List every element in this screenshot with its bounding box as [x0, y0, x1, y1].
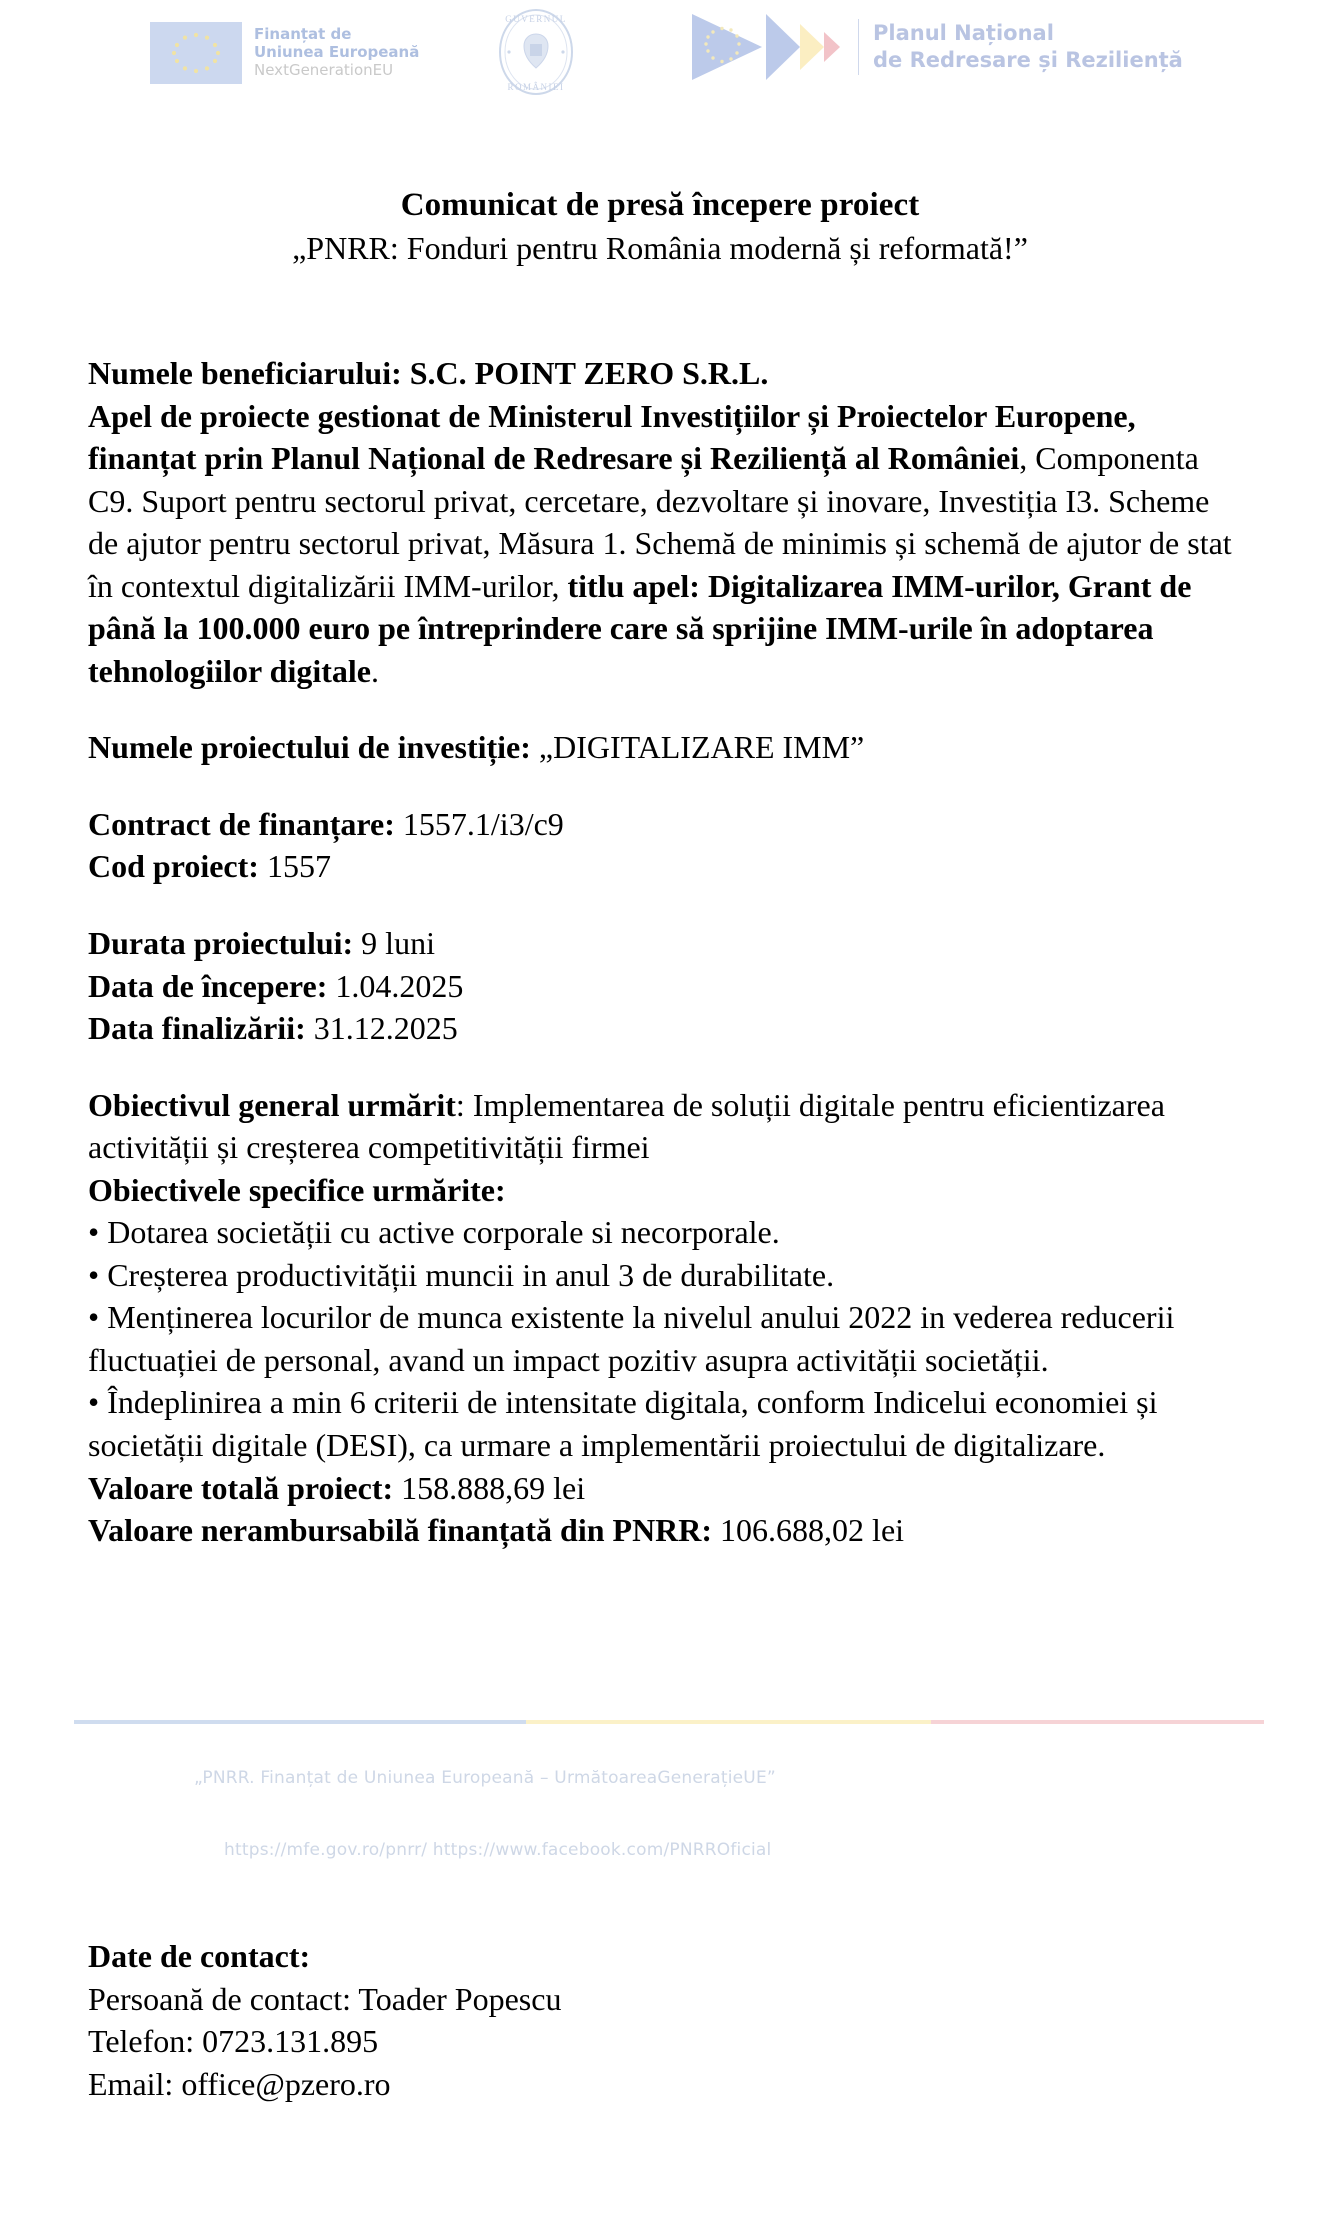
pnrr-logo-divider	[858, 19, 859, 75]
header-logo-strip	[0, 0, 1320, 104]
grant-value-amount: 106.688,02 lei	[712, 1512, 905, 1549]
grant-value-label: Valoare nerambursabilă finanțată din PNRR:	[88, 1512, 713, 1549]
contract-label: Contract de finanțare:	[88, 805, 395, 842]
contract-line	[88, 803, 1238, 846]
duration-label: Durata proiectului:	[88, 925, 354, 962]
beneficiary-line: Numele beneficiarului: S.C. POINT ZERO S.R.L.	[88, 355, 769, 391]
project-code-line	[88, 845, 1238, 888]
project-name-line	[88, 726, 1238, 769]
end-date-value: 31.12.2025	[305, 1010, 458, 1047]
contact-phone: Telefon: 0723.131.895	[88, 2023, 379, 2060]
watermark-tricolor-rule	[74, 1720, 1264, 1724]
contact-email: Email: office@pzero.ro	[88, 2065, 391, 2102]
watermark-line2: https://mfe.gov.ro/pnrr/ https://www.facebook.com/PNRROficial	[224, 1840, 772, 1860]
total-value-amount: 158.888,69 lei	[393, 1469, 586, 1506]
start-date-line	[88, 965, 1238, 1008]
specific-objectives-label: Obiectivele specifice urmărite:	[88, 1171, 506, 1208]
duration-line	[88, 922, 1238, 965]
eu-logo-line1: Finanțat de	[254, 25, 352, 44]
project-name-label: Numele proiectului de investiție:	[88, 729, 531, 766]
start-date-label: Data de începere:	[88, 967, 328, 1004]
eu-funding-logo	[150, 22, 419, 84]
objective-bullet-3: • Menținerea locurilor de munca existente la nivelul anului 2022 in vederea reducerii fluctuației de personal, avand un impact pozitiv asupra activității societății.	[88, 1299, 1175, 1378]
document-title-block	[0, 184, 1320, 269]
pnrr-logo-text	[873, 20, 1183, 74]
eu-logo-line2: Uniunea Europeană	[254, 43, 420, 62]
general-objective-label: Obiectivul general urmărit	[88, 1086, 456, 1123]
pnrr-logo-line1: Planul Național	[873, 21, 1054, 46]
pnrr-logo	[690, 10, 1183, 84]
total-value-label: Valoare totală proiect:	[88, 1469, 394, 1506]
project-code-value: 1557	[258, 848, 331, 885]
eu-logo-line3: NextGenerationEU	[254, 60, 394, 79]
objective-bullet-4: • Îndeplinirea a min 6 criterii de intensitate digitala, conform Indicelui economiei și societății digitale (DESI), ca urmare a implementării proiectului de digitalizare.	[88, 1384, 1158, 1464]
watermark-line1: „PNRR. Finanțat de Uniunea Europeană – UrmătoareaGenerațieUE”	[194, 1768, 776, 1788]
government-of-romania-seal-icon	[497, 8, 575, 96]
svg-text:ROMÂNIEI: ROMÂNIEI	[507, 82, 565, 92]
page-title: Comunicat de presă începere proiect	[400, 187, 920, 223]
general-objective-line	[88, 1084, 1238, 1169]
call-regular-text: , Componenta C9. Suport pentru sectorul privat, cercetare, dezvoltare și inovare, Investiția I3. Scheme de ajutor pentru sectorul privat, Măsura 1. Schemă de minimis și schemă de ajutor de stat în contextul digitalizării IMM-urilor,	[88, 440, 1232, 604]
eu-flag-icon	[150, 22, 242, 84]
contract-value: 1557.1/i3/c9	[394, 805, 564, 842]
eu-logo-text	[254, 26, 419, 79]
pnrr-logo-line2: de Redresare și Reziliență	[873, 48, 1183, 72]
call-paragraph	[88, 395, 1238, 693]
page-subtitle: „PNRR: Fonduri pentru România modernă și reformată!”	[292, 230, 1028, 267]
end-date-line	[88, 1007, 1238, 1050]
pnrr-footer-watermark	[74, 1720, 1264, 1860]
call-bold-lead: Apel de proiecte gestionat de Ministerul Investițiilor și Proiectelor Europene, finanțat prin Planul Național de Redresare și Reziliență al României	[88, 397, 1136, 477]
project-name-value: „DIGITALIZARE IMM”	[530, 729, 865, 766]
contact-block	[88, 1935, 1238, 2105]
general-objective-value: : Implementarea de soluții digitale pentru eficientizarea activității și creșterea competitivității firmei	[88, 1086, 1165, 1166]
grant-value-line	[88, 1509, 1238, 1552]
total-value-line	[88, 1467, 1238, 1510]
project-code-label: Cod proiect:	[88, 848, 259, 885]
start-date-value: 1.04.2025	[327, 967, 464, 1004]
pnrr-arrows-icon	[690, 10, 850, 84]
contact-person: Persoană de contact: Toader Popescu	[88, 1980, 562, 2017]
objective-bullet-1: • Dotarea societății cu active corporale si necorporale.	[88, 1214, 780, 1251]
document-body	[88, 352, 1238, 1552]
call-bold-title: titlu apel: Digitalizarea IMM-urilor, Grant de până la 100.000 euro pe întreprindere care să sprijine IMM-urile în adoptarea tehnologiilor digitale	[88, 567, 1192, 689]
call-period: .	[370, 652, 379, 689]
svg-text:GUVERNUL: GUVERNUL	[505, 14, 567, 24]
contact-heading: Date de contact:	[88, 1938, 311, 1974]
duration-value: 9 luni	[353, 925, 435, 962]
objective-bullet-2: • Creșterea productivității muncii in anul 3 de durabilitate.	[88, 1256, 835, 1293]
eu-stars-icon	[150, 22, 242, 84]
end-date-label: Data finalizării:	[88, 1010, 306, 1047]
